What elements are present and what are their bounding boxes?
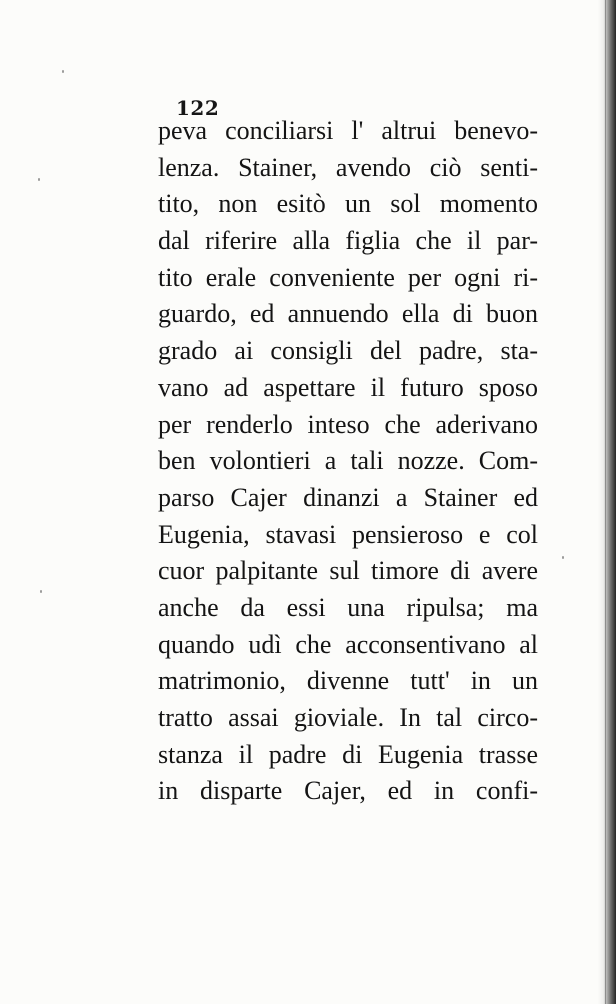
- text-line: Eugenia, stavasi pensieroso e col: [158, 519, 538, 549]
- paper-speck: [562, 556, 564, 559]
- text-line: guardo, ed annuendo ella di buon: [158, 299, 538, 329]
- text-line: matrimonio, divenne tutt' in un: [158, 666, 538, 696]
- text-line: peva conciliarsi l' altrui benevo-: [158, 116, 538, 145]
- paper-speck: [62, 70, 64, 73]
- text-line: vano ad aspettare il futuro sposo: [158, 372, 538, 402]
- text-line: cuor palpitante sul timore di avere: [158, 556, 538, 586]
- text-line: dal riferire alla figlia che il par-: [158, 226, 538, 256]
- text-line: lenza. Stainer, avendo ciò senti-: [158, 152, 538, 182]
- page-edge-line: [605, 0, 606, 1004]
- text-line: tito erale conveniente per ogni ri-: [158, 262, 538, 292]
- text-line: grado ai consigli del padre, sta-: [158, 336, 538, 366]
- text-line: anche da essi una ripulsa; ma: [158, 592, 538, 622]
- text-line: quando udì che acconsentivano al: [158, 629, 538, 659]
- text-line: tito, non esitò un sol momento: [158, 189, 538, 219]
- page-number: 122: [176, 96, 220, 120]
- text-line: ben volontieri a tali nozze. Com-: [158, 446, 538, 476]
- paper-speck: [40, 590, 42, 593]
- text-line: stanza il padre di Eugenia trasse: [158, 739, 538, 769]
- page-edge-shadow: [598, 0, 616, 1004]
- paper-speck: [38, 178, 40, 181]
- text-line: per renderlo inteso che aderivano: [158, 409, 538, 439]
- text-line: parso Cajer dinanzi a Stainer ed: [158, 482, 538, 512]
- text-line: in disparte Cajer, ed in confi-: [158, 776, 538, 806]
- body-text: [158, 113, 538, 810]
- text-line: tratto assai gioviale. In tal circo-: [158, 703, 538, 732]
